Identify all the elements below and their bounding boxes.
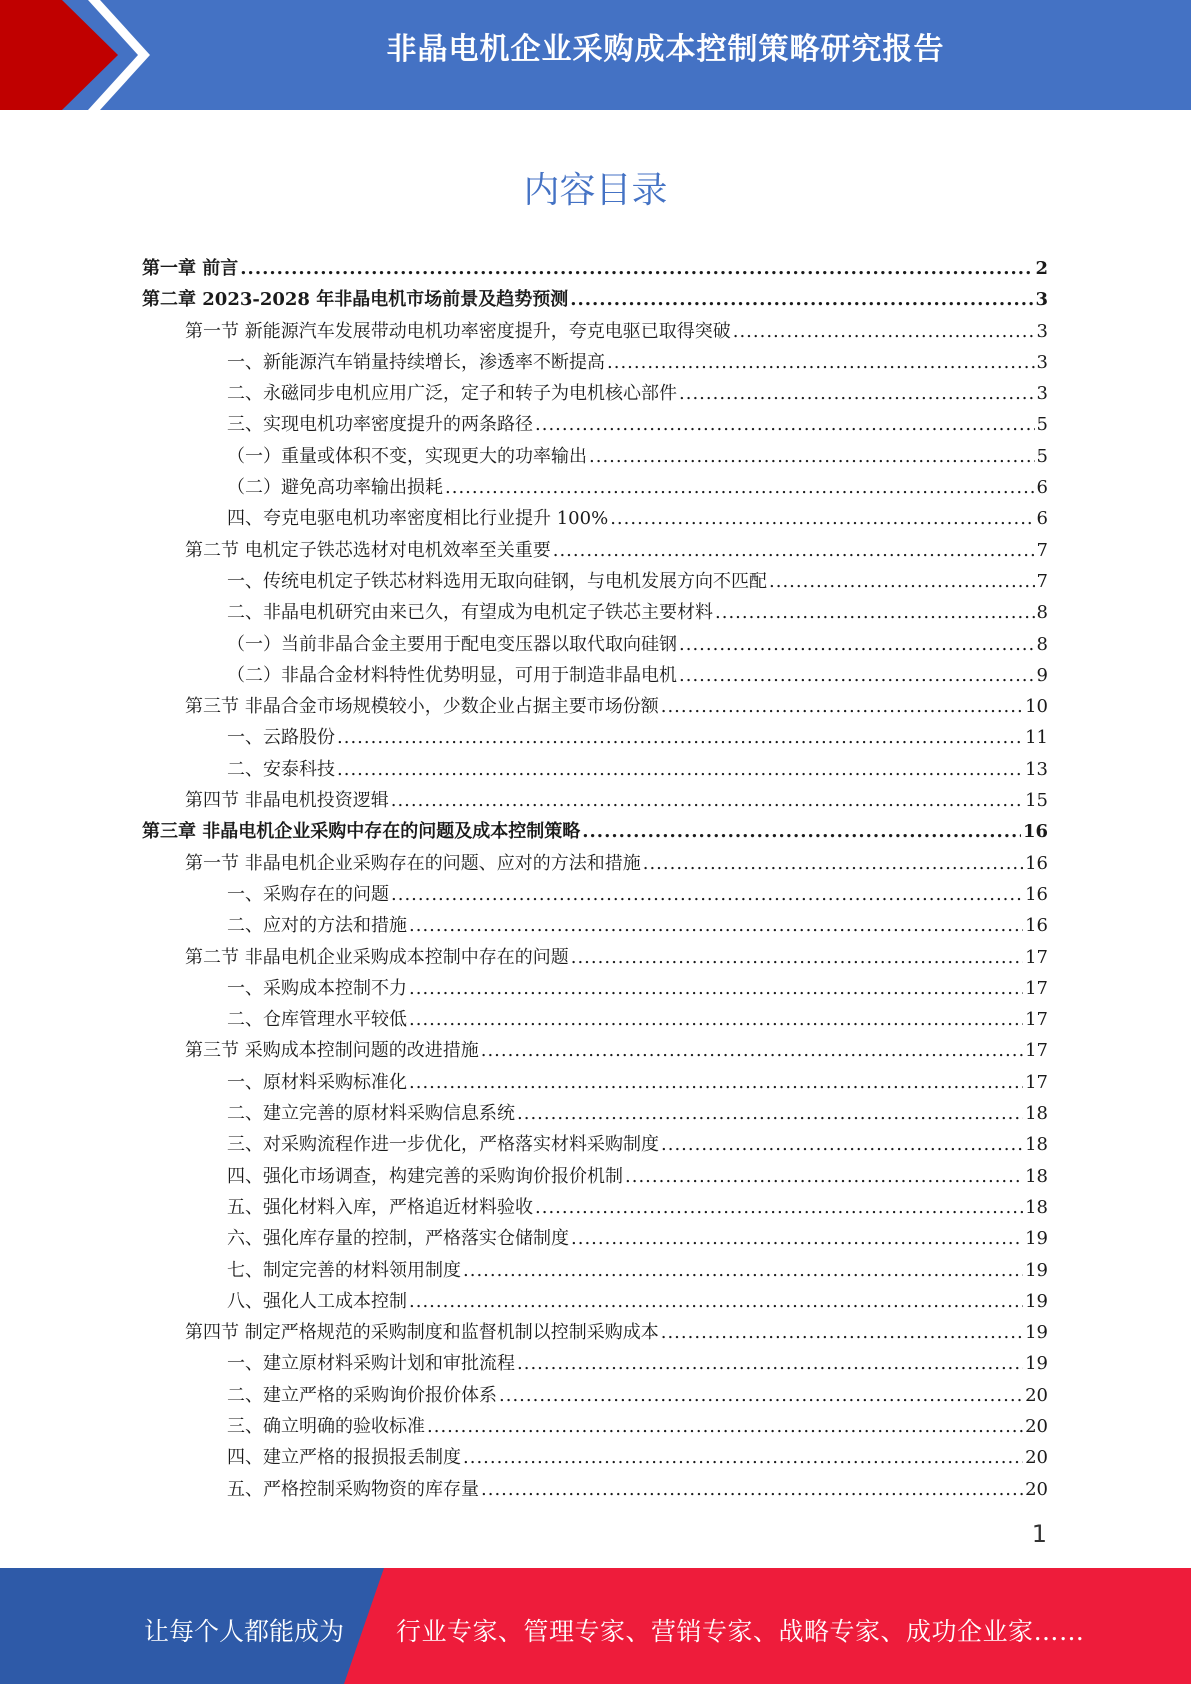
toc-entry-text: 第二节 电机定子铁芯选材对电机效率至关重要 (185, 539, 551, 561)
toc-dot-leader (463, 1260, 1023, 1281)
toc-entry[interactable] (142, 911, 1048, 942)
toc-entry-page: 3 (1035, 289, 1048, 311)
toc-entry-text: 第一节 非晶电机企业采购存在的问题、应对的方法和措施 (185, 852, 641, 874)
toc-dot-leader (463, 1447, 1023, 1468)
toc-entry-page: 2 (1035, 258, 1048, 279)
toc-dot-leader (661, 1322, 1023, 1343)
toc-dot-leader (589, 446, 1035, 467)
toc-entry-text: 四、夸克电驱电机功率密度相比行业提升 100% (227, 508, 609, 530)
toc-entry[interactable] (142, 504, 1048, 535)
toc-dot-leader (582, 821, 1021, 842)
footer-slogan-right: 行业专家、管理专家、营销专家、战略专家、成功企业家…… (396, 1617, 1085, 1646)
toc-dot-leader (679, 665, 1035, 686)
toc-entry[interactable] (142, 536, 1048, 567)
toc-entry-text: 第三节 采购成本控制问题的改进措施 (185, 1040, 479, 1062)
toc-entry-text: （二）非晶合金材料特性优势明显，可用于制造非晶电机 (227, 664, 677, 686)
toc-entry-text: 二、安泰科技 (227, 758, 335, 780)
toc-entry-text: 一、新能源汽车销量持续增长，渗透率不断提高 (227, 351, 605, 373)
toc-entry[interactable] (142, 1349, 1048, 1380)
toc-entry-text: 七、制定完善的材料领用制度 (227, 1259, 461, 1281)
toc-dot-leader (391, 790, 1023, 811)
toc-dot-leader (570, 289, 1033, 310)
toc-dot-leader (679, 634, 1035, 655)
toc-dot-leader (679, 383, 1035, 404)
toc-entry-text: 二、建立严格的采购询价报价体系 (227, 1384, 497, 1406)
toc-entry[interactable] (142, 723, 1048, 754)
toc-dot-leader (553, 540, 1035, 561)
toc-dot-leader (733, 321, 1035, 342)
toc-entry[interactable] (142, 348, 1048, 379)
toc-entry-text: 一、原材料采购标准化 (227, 1071, 407, 1093)
toc-entry[interactable] (142, 943, 1048, 974)
toc-entry[interactable] (142, 410, 1048, 441)
toc-entry-text: 四、强化市场调查，构建完善的采购询价报价机制 (227, 1165, 623, 1187)
toc-dot-leader (427, 1416, 1023, 1437)
toc-entry[interactable] (142, 1318, 1048, 1349)
toc-dot-leader (240, 258, 1033, 279)
toc-dot-leader (409, 1072, 1023, 1093)
toc-entry[interactable] (142, 974, 1048, 1005)
toc-dot-leader (607, 352, 1035, 373)
toc-entry-text: 二、非晶电机研究由来已久，有望成为电机定子铁芯主要材料 (227, 602, 713, 624)
toc-entry[interactable] (142, 1412, 1048, 1443)
toc-entry-text: 二、永磁同步电机应用广泛，定子和转子为电机核心部件 (227, 383, 677, 405)
toc-dot-leader (661, 1134, 1023, 1155)
toc-entry-page: 17 (1025, 977, 1048, 999)
toc-entry-page: 16 (1025, 852, 1048, 874)
toc-entry[interactable] (142, 379, 1048, 410)
toc-dot-leader (535, 1197, 1023, 1218)
toc-entry-text: （一）当前非晶合金主要用于配电变压器以取代取向硅钢 (227, 633, 677, 655)
toc-dot-leader (337, 759, 1023, 780)
toc-entry[interactable] (142, 817, 1048, 848)
toc-entry-page: 16 (1025, 915, 1048, 937)
toc-entry-text: 第一章 前言 (142, 258, 239, 279)
toc-dot-leader (445, 477, 1035, 498)
toc-entry-text: 第二节 非晶电机企业采购成本控制中存在的问题 (185, 946, 569, 968)
toc-entry-page: 20 (1025, 1478, 1048, 1500)
toc-entry[interactable] (142, 1443, 1048, 1474)
toc-entry[interactable] (142, 1193, 1048, 1224)
toc-entry-page: 3 (1036, 351, 1048, 373)
toc-entry[interactable] (142, 1224, 1048, 1255)
table-of-contents (142, 254, 1048, 1506)
toc-title: 内容目录 (523, 170, 668, 211)
toc-entry-page: 8 (1036, 602, 1048, 624)
toc-entry-text: 一、采购成本控制不力 (227, 977, 407, 999)
toc-entry-page: 5 (1036, 445, 1048, 467)
toc-entry-text: （二）避免高功率输出损耗 (227, 477, 443, 499)
page-number: 1 (1031, 1520, 1047, 1548)
toc-entry-page: 17 (1025, 1009, 1048, 1031)
toc-entry-text: 第一节 新能源汽车发展带动电机功率密度提升，夸克电驱已取得突破 (185, 320, 731, 342)
toc-entry-text: 二、仓库管理水平较低 (227, 1009, 407, 1031)
toc-entry[interactable] (142, 661, 1048, 692)
toc-entry-page: 7 (1036, 570, 1048, 592)
toc-entry-text: 六、强化库存量的控制，严格落实仓储制度 (227, 1228, 569, 1250)
toc-entry[interactable] (142, 1068, 1048, 1099)
toc-dot-leader (535, 414, 1035, 435)
toc-entry-text: 二、建立完善的原材料采购信息系统 (227, 1103, 515, 1125)
footer-slogan-left: 让每个人都能成为 (144, 1617, 345, 1646)
toc-entry-text: 三、对采购流程作进一步优化，严格落实材料采购制度 (227, 1134, 659, 1156)
toc-entry-text: 三、实现电机功率密度提升的两条路径 (227, 414, 533, 436)
toc-entry-page: 20 (1025, 1384, 1048, 1406)
toc-dot-leader (715, 602, 1035, 623)
toc-entry[interactable] (142, 1130, 1048, 1161)
toc-entry[interactable] (142, 1381, 1048, 1412)
toc-entry-text: 八、强化人工成本控制 (227, 1290, 407, 1312)
toc-entry-text: 一、采购存在的问题 (227, 883, 389, 905)
toc-entry[interactable] (142, 1475, 1048, 1506)
toc-dot-leader (409, 915, 1023, 936)
toc-entry-page: 20 (1025, 1447, 1048, 1469)
report-title: 非晶电机企业采购成本控制策略研究报告 (386, 32, 945, 67)
toc-dot-leader (769, 571, 1035, 592)
toc-entry-text: 一、传统电机定子铁芯材料选用无取向硅钢，与电机发展方向不匹配 (227, 570, 767, 592)
toc-dot-leader (409, 978, 1023, 999)
toc-dot-leader (571, 1228, 1023, 1249)
toc-entry[interactable] (142, 473, 1048, 504)
toc-entry-page: 18 (1025, 1134, 1048, 1156)
toc-entry-page: 19 (1025, 1322, 1048, 1344)
toc-entry[interactable] (142, 849, 1048, 880)
toc-entry[interactable] (142, 598, 1048, 629)
toc-entry-page: 8 (1036, 633, 1048, 655)
toc-entry-page: 3 (1036, 383, 1048, 405)
toc-entry-page: 3 (1036, 320, 1048, 342)
toc-entry-page: 11 (1025, 727, 1048, 749)
toc-entry[interactable] (142, 1162, 1048, 1193)
toc-entry[interactable] (142, 442, 1048, 473)
toc-entry-text: 第三节 非晶合金市场规模较小，少数企业占据主要市场份额 (185, 696, 659, 718)
toc-entry[interactable] (142, 692, 1048, 723)
toc-entry-page: 20 (1025, 1415, 1048, 1437)
toc-entry[interactable] (142, 1287, 1048, 1318)
toc-dot-leader (391, 884, 1023, 905)
toc-entry-page: 13 (1025, 758, 1048, 780)
toc-dot-leader (481, 1040, 1023, 1061)
toc-entry-text: 五、严格控制采购物资的库存量 (227, 1478, 479, 1500)
toc-entry-page: 18 (1025, 1196, 1048, 1218)
toc-entry-text: 第四节 非晶电机投资逻辑 (185, 790, 389, 812)
toc-entry-page: 19 (1025, 1290, 1048, 1312)
toc-entry-page: 7 (1036, 539, 1048, 561)
toc-entry-text: 五、强化材料入库，严格追近材料验收 (227, 1196, 533, 1218)
toc-entry-page: 15 (1025, 790, 1048, 812)
toc-entry-text: （一）重量或体积不变，实现更大的功率输出 (227, 445, 587, 467)
toc-entry[interactable] (142, 1036, 1048, 1067)
toc-entry-page: 17 (1025, 1071, 1048, 1093)
toc-dot-leader (337, 727, 1023, 748)
toc-entry-text: 一、建立原材料采购计划和审批流程 (227, 1353, 515, 1375)
toc-entry[interactable] (142, 755, 1048, 786)
toc-entry-page: 10 (1025, 696, 1048, 718)
toc-entry-text: 第二章 2023-2028 年非晶电机市场前景及趋势预测 (142, 289, 569, 311)
toc-dot-leader (625, 1166, 1023, 1187)
toc-entry[interactable] (142, 880, 1048, 911)
toc-entry[interactable] (142, 786, 1048, 817)
toc-entry[interactable] (142, 1099, 1048, 1130)
toc-dot-leader (643, 853, 1023, 874)
toc-dot-leader (661, 696, 1023, 717)
toc-entry-text: 第三章 非晶电机企业采购中存在的问题及成本控制策略 (142, 821, 581, 843)
toc-dot-leader (610, 508, 1034, 529)
toc-entry-text: 二、应对的方法和措施 (227, 915, 407, 937)
toc-entry[interactable] (142, 254, 1048, 285)
toc-dot-leader (481, 1479, 1023, 1500)
toc-entry[interactable] (142, 630, 1048, 661)
toc-entry-page: 18 (1025, 1165, 1048, 1187)
toc-entry-page: 6 (1036, 477, 1048, 499)
toc-dot-leader (409, 1009, 1023, 1030)
toc-entry-text: 第四节 制定严格规范的采购制度和监督机制以控制采购成本 (185, 1322, 659, 1344)
toc-entry[interactable] (142, 567, 1048, 598)
toc-entry-text: 三、确立明确的验收标准 (227, 1415, 425, 1437)
header-banner (0, 0, 1191, 110)
toc-entry-text: 四、建立严格的报损报丢制度 (227, 1447, 461, 1469)
toc-dot-leader (571, 947, 1023, 968)
toc-entry[interactable] (142, 317, 1048, 348)
toc-entry[interactable] (142, 1256, 1048, 1287)
toc-entry-page: 19 (1025, 1259, 1048, 1281)
toc-dot-leader (409, 1291, 1023, 1312)
toc-entry-page: 5 (1036, 414, 1048, 436)
toc-entry-page: 17 (1025, 946, 1048, 968)
toc-entry-page: 19 (1025, 1228, 1048, 1250)
toc-dot-leader (499, 1385, 1023, 1406)
toc-entry[interactable] (142, 285, 1048, 316)
toc-entry-page: 19 (1025, 1353, 1048, 1375)
toc-entry-text: 一、云路股份 (227, 727, 335, 749)
toc-dot-leader (517, 1353, 1023, 1374)
toc-entry-page: 16 (1025, 883, 1048, 905)
toc-dot-leader (517, 1103, 1023, 1124)
header-arrow-decoration (0, 0, 150, 110)
toc-entry-page: 9 (1036, 664, 1048, 686)
toc-entry-page: 18 (1025, 1103, 1048, 1125)
toc-entry-page: 6 (1036, 508, 1048, 530)
toc-entry-page: 17 (1025, 1040, 1048, 1062)
toc-entry[interactable] (142, 1005, 1048, 1036)
toc-entry-page: 16 (1022, 821, 1048, 843)
